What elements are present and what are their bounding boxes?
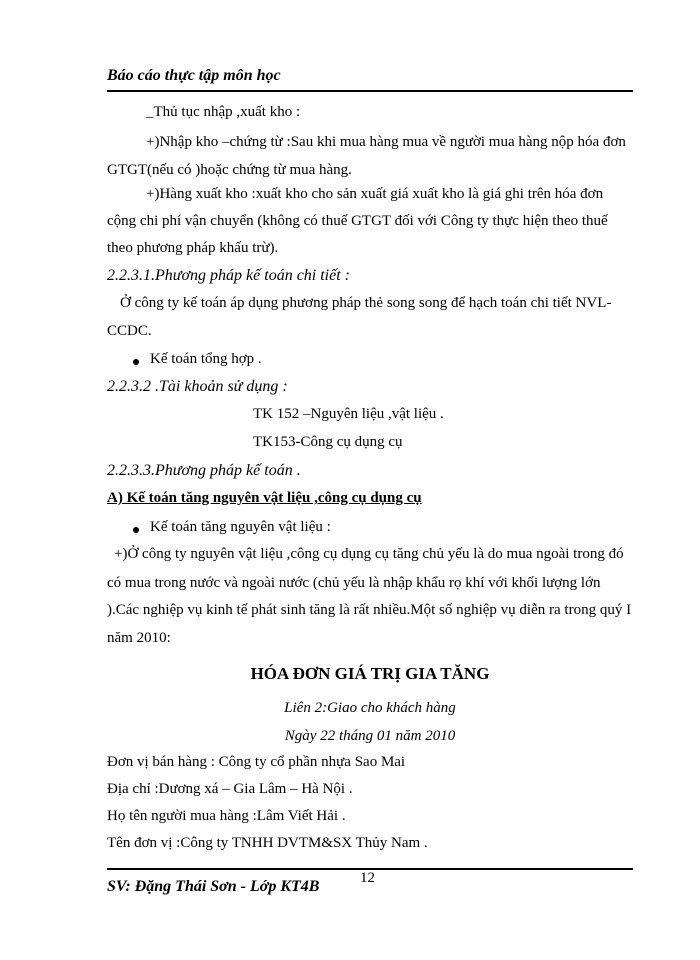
invoice-field: Họ tên người mua hàng :Lâm Viết Hải .: [107, 808, 346, 824]
paragraph-line: +)Hàng xuất kho :xuất kho cho sản xuất giá xuất kho là giá ghi trên hóa đơn: [146, 186, 604, 202]
paragraph-line: theo phương pháp khấu trừ).: [107, 240, 279, 256]
section-heading: 2.2.3.2 .Tài khoản sử dụng :: [107, 378, 288, 395]
bullet-icon: [133, 359, 139, 365]
report-header-title: Báo cáo thực tập môn học: [107, 67, 281, 84]
invoice-title: HÓA ĐƠN GIÁ TRỊ GIA TĂNG: [250, 664, 490, 683]
paragraph-line: _Thủ tục nhập ,xuất kho :: [146, 104, 301, 120]
page-number: 12: [360, 870, 375, 886]
invoice-field: Đơn vị bán hàng : Công ty cổ phần nhựa Sao Mai: [107, 754, 406, 770]
bullet-item: Kế toán tổng hợp .: [150, 351, 262, 367]
invoice-field: Tên đơn vị :Công ty TNHH DVTM&SX Thủy Nam .: [107, 835, 428, 851]
footer-author: SV: Đặng Thái Sơn - Lớp KT4B: [107, 878, 320, 895]
section-heading: 2.2.3.3.Phương pháp kế toán .: [107, 462, 301, 479]
account-line: TK 152 –Nguyên liệu ,vật liệu .: [253, 406, 444, 422]
section-heading: 2.2.3.1.Phương pháp kế toán chi tiết :: [107, 267, 350, 284]
header-rule: [107, 90, 633, 92]
paragraph-line: +)Nhập kho –chứng từ :Sau khi mua hàng mua về người mua hàng nộp hóa đơn: [146, 134, 626, 150]
paragraph-line: Ở công ty kế toán áp dụng phương pháp thẻ song song để hạch toán chi tiết NVL-: [120, 295, 612, 311]
bullet-item: Kế toán tăng nguyên vật liệu :: [150, 519, 331, 535]
paragraph-line: GTGT(nếu có )hoặc chứng từ mua hàng.: [107, 162, 352, 178]
invoice-copy-label: Liên 2:Giao cho khách hàng: [284, 700, 456, 716]
subsection-heading: A) Kế toán tăng nguyên vật liệu ,công cụ dụng cụ: [107, 490, 422, 506]
invoice-date: Ngày 22 tháng 01 năm 2010: [284, 728, 456, 744]
bullet-icon: [133, 527, 139, 533]
paragraph-line: +)Ở công ty nguyên vật liệu ,công cụ dụng cụ tăng chủ yếu là do mua ngoài trong đó: [114, 546, 624, 562]
account-line: TK153-Công cụ dụng cụ: [253, 434, 403, 450]
paragraph-line: CCDC.: [107, 323, 152, 339]
paragraph-line: ).Các nghiệp vụ kinh tế phát sinh tăng là rất nhiều.Một số nghiệp vụ diễn ra trong quý I: [107, 602, 632, 618]
paragraph-line: cộng chi phí vận chuyển (không có thuế GTGT đối với Công ty thực hiện theo thuế: [107, 213, 608, 229]
invoice-field: Địa chỉ :Dương xá – Gia Lâm – Hà Nội .: [107, 781, 353, 797]
paragraph-line: có mua trong nước và ngoài nước (chủ yếu là nhập khẩu rọ khí với khối lượng lớn: [107, 575, 601, 591]
paragraph-line: năm 2010:: [107, 630, 171, 646]
